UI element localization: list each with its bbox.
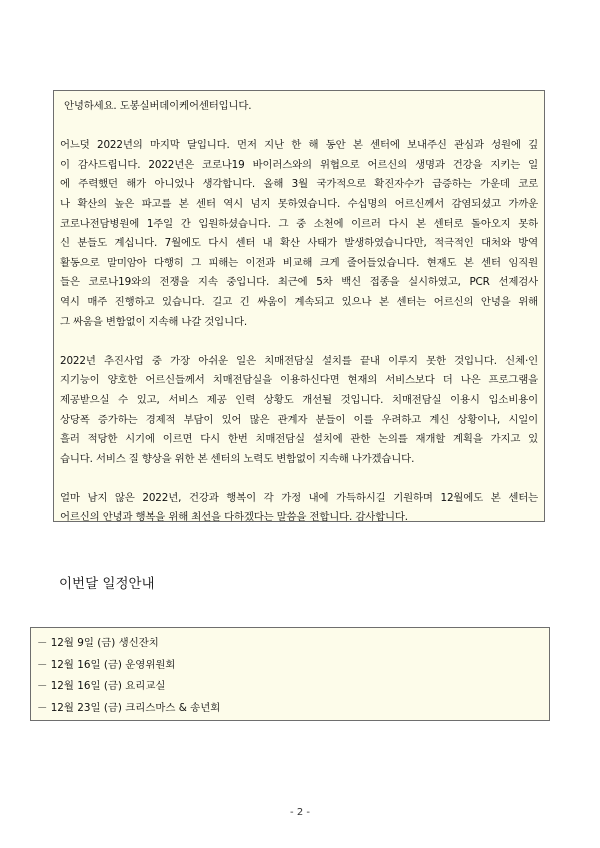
greeting-line: 안녕하세요. 도봉실버데이케어센터입니다. (64, 100, 252, 112)
schedule-item: － 12월 9일 (금) 생신잔치 (37, 637, 159, 649)
paragraph-gap (60, 469, 538, 489)
schedule-item: － 12월 16일 (금) 요리교실 (37, 680, 166, 692)
paragraph-line: 제공받으실 수 있고, 서비스 제공 인력 상황도 개선될 것입니다. 치매전담실 이용시 입소비용이 (60, 393, 538, 406)
page-number: - 2 - (290, 807, 310, 818)
schedule-title: 이번달 일정안내 (59, 576, 155, 592)
paragraph-line: 얼마 남지 않은 2022년, 건강과 행복이 각 가정 내에 가득하시길 기원하며 12월에도 본 센터는 (60, 491, 538, 504)
paragraph-line: 이 감사드립니다. 2022년은 코로나19 바이러스와의 위협으로 어르신의 생명과 건강을 지키는 일 (60, 158, 538, 171)
paragraph-line: 흘러 적당한 시기에 이르면 다시 한번 치매전담실 설치에 관한 논의를 재개할 계획을 가지고 있 (60, 433, 538, 446)
schedule-item: － 12월 23일 (금) 크리스마스 & 송년회 (37, 701, 221, 714)
paragraph-2 (60, 352, 538, 470)
paragraph-line: 에 주력했던 해가 아니었나 생각합니다. 올해 3월 국가적으로 확진자수가 급증하는 가운데 코로 (60, 178, 538, 191)
paragraph-line: 습니다. 서비스 질 향상을 위한 본 센터의 노력도 변함없이 지속해 나가겠습니다. (60, 452, 415, 465)
paragraph-line: 나 확산의 높은 파고를 본 센터 역시 넘지 못하였습니다. 수십명의 어르신께서 감염되셨고 가까운 (60, 197, 538, 210)
paragraph-1 (60, 136, 538, 332)
paragraph-line: 신 분들도 계십니다. 7월에도 다시 센터 내 확산 사태가 발생하였습니다만, 적극적인 대처와 방역 (60, 237, 538, 250)
paragraph-line: 그 싸움을 변함없이 지속해 나갈 것입니다. (60, 315, 248, 328)
schedule-box (30, 627, 550, 721)
paragraph-line: 상당폭 증가하는 경제적 부담이 있어 많은 관계자 분들이 이를 우려하고 계신 상황이나, 시일이 (60, 413, 538, 426)
paragraph-line: 어르신의 안녕과 행복을 위해 최선을 다하겠다는 말씀을 전합니다. 감사합니다. (60, 511, 408, 524)
paragraph-line: 코로나전담병원에 1주일 간 입원하셨습니다. 그 중 소천에 이르러 다시 본 센터로 돌아오지 못하 (60, 217, 538, 230)
paragraph-line: 들은 코로나19와의 전쟁을 지속 중입니다. 최근에 5차 백신 접종을 실시하였고, PCR 선제검사 (60, 276, 538, 289)
schedule-item: － 12월 16일 (금) 운영위원회 (37, 658, 176, 671)
paragraph-gap (60, 117, 538, 137)
paragraph-line: 역시 매주 진행하고 있습니다. 길고 긴 싸움이 계속되고 있으나 본 센터는 어르신의 안녕을 위해 (60, 295, 538, 308)
paragraph-line: 활동으로 말미암아 다행히 그 피해는 이전과 비교해 크게 줄어들었습니다. 현재도 본 센터 임직원 (60, 256, 538, 269)
paragraph-line: 어느덧 2022년의 마지막 달입니다. 먼저 지난 한 해 동안 본 센터에 보내주신 관심과 성원에 깊 (60, 139, 538, 152)
paragraph-gap (60, 332, 538, 352)
paragraph-line: 지기능이 양호한 어르신들께서 치매전담실을 이용하신다면 현재의 서비스보다 더 나은 프로그램을 (60, 374, 538, 387)
paragraph-line: 2022년 추진사업 중 가장 아쉬운 일은 치매전담실 설치를 끝내 이루지 못한 것입니다. 신체·인 (60, 354, 538, 367)
letter-box (53, 90, 545, 522)
paragraph-3 (60, 489, 538, 528)
